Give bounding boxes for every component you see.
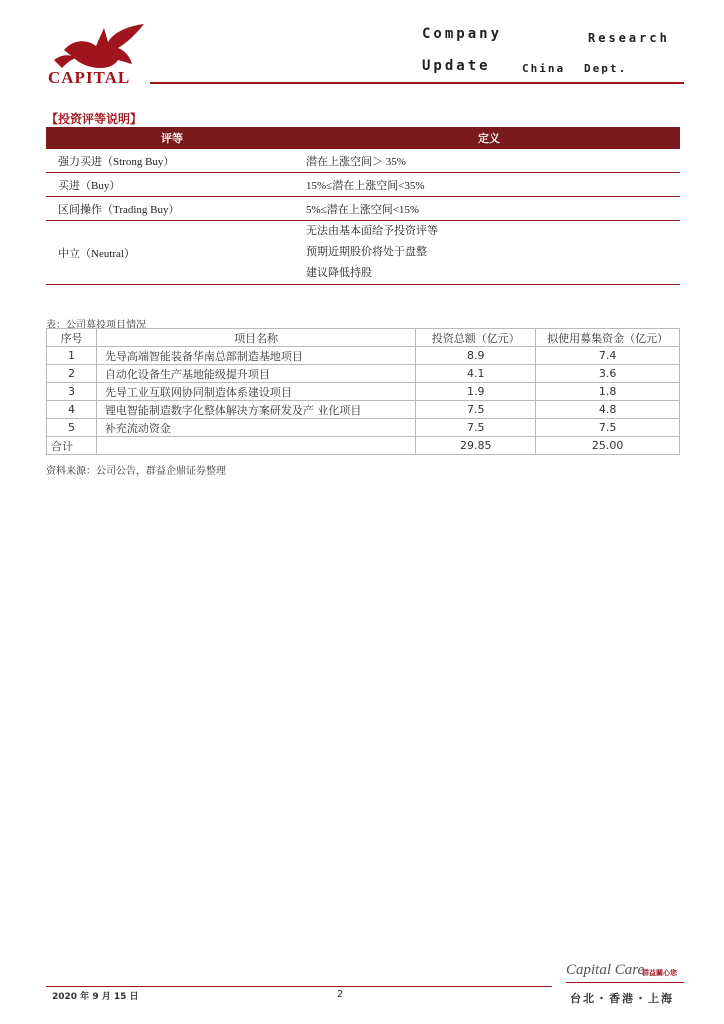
footer-cities: 台北・香港・上海 [570,992,674,1005]
projects-table [46,328,680,455]
col-header-raise: 拟使用募集资金（亿元） [536,329,680,347]
cell-sum-label: 合计 [47,437,97,455]
cell-no: 2 [47,365,97,383]
rating-row [46,197,680,221]
footer-date: 2020 年 9 月 15 日 [52,992,139,1002]
rating-definition: 预期近期股价将处于盘整 [306,246,427,258]
cell-raise: 1.8 [536,383,680,401]
table-row [47,347,680,365]
cell-raise: 3.6 [536,365,680,383]
cell-name: 锂电智能制造数字化整体解决方案研发及产 业化项目 [96,401,415,419]
cell-total: 7.5 [416,419,536,437]
table-row [47,365,680,383]
table-caption: 表：公司募投项目情况 [46,320,146,331]
footer-brand: Capital Care [566,962,645,978]
header-divider [150,82,684,84]
data-source: 资料来源：公司公告，群益企鼎证券整理 [46,466,226,477]
rating-table [46,127,680,285]
cell-sum-name [96,437,415,455]
col-header-name: 项目名称 [96,329,415,347]
header-china: China [522,62,566,75]
table-row [47,419,680,437]
rating-table-header [46,127,680,149]
header-research: Research [588,31,670,45]
header-company: Company [422,26,503,42]
cell-sum-raise: 25.00 [536,437,680,455]
cell-name: 先导高端智能装备华南总部制造基地项目 [96,347,415,365]
rating-grade: 买进（Buy） [58,179,121,192]
col-header-no: 序号 [47,329,97,347]
cell-sum-total: 29.85 [416,437,536,455]
cell-no: 1 [47,347,97,365]
footer-brand-divider [566,982,684,983]
cell-total: 7.5 [416,401,536,419]
cell-name: 补充流动资金 [96,419,415,437]
rating-grade: 中立（Neutral） [58,247,135,260]
rating-section-title: 【投资评等说明】 [46,112,143,126]
rating-row [46,221,680,285]
cell-raise: 7.4 [536,347,680,365]
col-header-total: 投资总额（亿元） [416,329,536,347]
cell-total: 1.9 [416,383,536,401]
footer-divider [46,986,552,987]
cell-name: 先导工业互联网协同制造体系建设项目 [96,383,415,401]
cell-total: 8.9 [416,347,536,365]
table-row [47,401,680,419]
rating-definition: 建议降低持股 [306,267,372,279]
cell-no: 4 [47,401,97,419]
rating-definition: 无法由基本面给予投资评等 [306,225,438,237]
table-row [47,383,680,401]
cell-name: 自动化设备生产基地能级提升项目 [96,365,415,383]
cell-raise: 4.8 [536,401,680,419]
rating-definition: 5%≤潜在上涨空间<15% [306,203,420,216]
rating-col-definition: 定义 [478,132,500,145]
table-sum-row [47,437,680,455]
cell-total: 4.1 [416,365,536,383]
table-header-row [47,329,680,347]
cell-no: 3 [47,383,97,401]
rating-grade: 区间操作（Trading Buy） [58,203,180,216]
rating-definition: 潜在上涨空间＞ 35% [306,155,406,168]
cell-no: 5 [47,419,97,437]
rating-row [46,173,680,197]
rating-row [46,149,680,173]
rating-definition: 15%≤潜在上涨空间<35% [306,179,425,192]
cell-raise: 7.5 [536,419,680,437]
rating-col-grade: 评等 [161,132,183,145]
footer-brand-cn: 群益關心您 [642,969,677,977]
logo-text: CAPITAL [48,68,131,87]
header-update: Update [422,58,491,74]
page-number: 2 [337,989,344,1000]
rating-grade: 强力买进（Strong Buy） [58,155,175,168]
header-dept: Dept. [584,62,628,75]
